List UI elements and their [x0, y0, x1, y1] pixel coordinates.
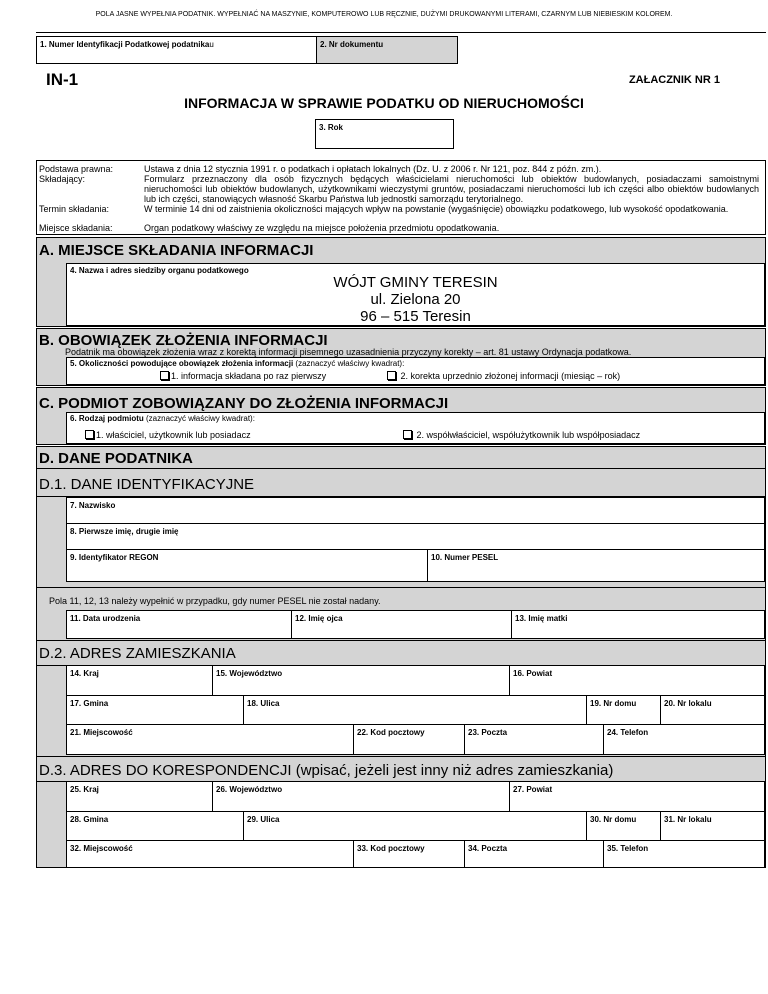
form-code: IN-1: [46, 70, 79, 89]
corr-country-label: 25. Kraj: [70, 785, 99, 794]
regon-field[interactable]: [66, 549, 428, 582]
corr-county-field[interactable]: [509, 781, 765, 812]
nip-label: 1. Numer Identyfikacji Podatkowej podatnika: [40, 40, 210, 49]
corr-post-office-field[interactable]: [464, 840, 604, 868]
divider: [36, 32, 766, 33]
circumstances-field: 5. Okoliczności powodujące obowiązek złożenia informacji (zaznaczyć właściwy kwadrat): 1. informacja składana po raz pierwszy 2. korekta uprzednio złożonej informacji (miesiąc – rok): [66, 357, 765, 385]
corr-phone-label: 35. Telefon: [607, 844, 649, 853]
checkbox-first-time[interactable]: [160, 371, 169, 380]
birth-date-field[interactable]: [66, 610, 292, 639]
option-correction[interactable]: 2. korekta uprzednio złożonej informacji (miesiąc – rok): [387, 371, 620, 381]
entity-type-field: 6. Rodzaj podmiotu (zaznaczyć właściwy kwadrat): 1. właściciel, użytkownik lub posiadacz 2. współwłaściciel, współużytkownik lub współposiadacz: [66, 412, 765, 444]
option-owner[interactable]: 1. właściciel, użytkownik lub posiadacz: [85, 430, 251, 440]
voivodeship-field[interactable]: [212, 665, 510, 696]
correction-note: Podatnik ma obowiązek złożenia wraz z korektą informacji pisemnego uzasadnienia przyczyny korekty – art. 81 ustawy Ordynacja podatkowa.: [65, 347, 632, 357]
mother-name-field[interactable]: [511, 610, 765, 639]
section-d3-title: D.3. ADRES DO KORESPONDENCJI (wpisać, jeżeli jest inny niż adres zamieszkania): [39, 762, 614, 779]
corr-country-field[interactable]: [66, 781, 213, 812]
submitter-text: Formularz przeznaczony dla osób fizycznych będących właścicielami nieruchomości lub obiektów budowlanych, posiadaczami samoistnymi nieruchomości lub obiektów budowlanych, użytkownikami wieczystymi gruntów, posiadaczami nieruchomości lub ich części albo obiektów budowlanych lub ich części, stanowiących własność Skarbu Państwa lub jednostki samorządu terytorialnego.: [144, 174, 759, 204]
surname-field[interactable]: [66, 497, 765, 524]
submitter-label: Składający:: [39, 174, 86, 184]
post-office-field[interactable]: [464, 724, 604, 755]
corr-municipality-field[interactable]: [66, 811, 244, 841]
flat-number-field[interactable]: [660, 695, 765, 725]
phone-field[interactable]: [603, 724, 765, 755]
corr-house-number-field[interactable]: [586, 811, 661, 841]
year-label: 3. Rok: [319, 123, 344, 132]
postal-code-field[interactable]: [353, 724, 465, 755]
corr-post-office-label: 34. Poczta: [468, 844, 508, 853]
postal-code-label: 22. Kod pocztowy: [357, 728, 425, 737]
corr-postal-code-field[interactable]: [353, 840, 465, 868]
phone-label: 24. Telefon: [607, 728, 649, 737]
corr-locality-label: 32. Miejscowość: [70, 844, 133, 853]
section-c-title: C. PODMIOT ZOBOWIĄZANY DO ZŁOŻENIA INFORMACJI: [39, 395, 449, 412]
checkbox-co-owner[interactable]: [403, 430, 412, 439]
legal-basis-text: Ustawa z dnia 12 stycznia 1991 r. o podatkach i opłatach lokalnych (Dz. U. z 2006 r. Nr 121, poz. 844 z późn. zm.).: [144, 164, 602, 174]
nip-field[interactable]: 1. Numer Identyfikacji Podatkowej podatnikau: [36, 36, 317, 64]
municipality-label: 17. Gmina: [70, 699, 109, 708]
document-number-label: 2. Nr dokumentu: [320, 40, 384, 49]
county-field[interactable]: [509, 665, 765, 696]
pesel-label: 10. Numer PESEL: [431, 553, 499, 562]
father-name-field[interactable]: [291, 610, 512, 639]
section-a-title: A. MIEJSCE SKŁADANIA INFORMACJI: [39, 242, 314, 259]
municipality-field[interactable]: [66, 695, 244, 725]
corr-municipality-label: 28. Gmina: [70, 815, 109, 824]
tax-office-city: 96 – 515 Teresin: [360, 308, 471, 325]
section-d: [36, 446, 766, 868]
pesel-note: Pola 11, 12, 13 należy wypełnić w przypadku, gdy numer PESEL nie został nadany.: [49, 596, 381, 606]
corr-county-label: 27. Powiat: [513, 785, 553, 794]
flat-number-label: 20. Nr lokalu: [664, 699, 712, 708]
deadline-label: Termin składania:: [39, 204, 110, 214]
country-field[interactable]: [66, 665, 213, 696]
pesel-field[interactable]: [427, 549, 765, 582]
checkbox-correction[interactable]: [387, 371, 396, 380]
section-b-title: B. OBOWIĄZEK ZŁOŻENIA INFORMACJI: [39, 332, 328, 349]
tax-office-label: 4. Nazwa i adres siedziby organu podatkowego: [70, 266, 249, 275]
regon-label: 9. Identyfikator REGON: [70, 553, 159, 562]
section-d1-title: D.1. DANE IDENTYFIKACYJNE: [39, 476, 255, 493]
corr-flat-number-label: 31. Nr lokalu: [664, 815, 712, 824]
first-names-field[interactable]: [66, 523, 765, 550]
tax-office-field: [66, 263, 765, 326]
deadline-text: W terminie 14 dni od zaistnienia okoliczności mających wpływ na powstanie (wygaśnięcie) obowiązku podatkowego, lub wysokość opodatkowania.: [144, 204, 729, 214]
entity-type-label: 6. Rodzaj podmiotu: [70, 414, 144, 423]
checkbox-owner[interactable]: [85, 430, 94, 439]
corr-postal-code-label: 33. Kod pocztowy: [357, 844, 425, 853]
county-label: 16. Powiat: [513, 669, 553, 678]
voivodeship-label: 15. Województwo: [216, 669, 283, 678]
place-label: Miejsce składania:: [39, 223, 113, 233]
place-text: Organ podatkowy właściwy ze względu na miejsce położenia przedmiotu opodatkowania.: [144, 223, 500, 233]
tax-office-street: ul. Zielona 20: [370, 291, 461, 308]
corr-house-number-label: 30. Nr domu: [590, 815, 637, 824]
locality-field[interactable]: [66, 724, 354, 755]
fill-instruction: POLA JASNE WYPEŁNIA PODATNIK. WYPEŁNIAĆ NA MASZYNIE, KOMPUTEROWO LUB RĘCZNIE, DUŻYMI DRUKOWANYMI LITERAMI, CZARNYM LUB NIEBIESKIM KOLOREM.: [95, 11, 673, 18]
option-first-time[interactable]: 1. informacja składana po raz pierwszy: [160, 371, 326, 381]
section-b: [36, 328, 766, 386]
annex-label: ZAŁACZNIK NR 1: [628, 74, 720, 86]
section-d-title: D. DANE PODATNIKA: [39, 450, 193, 467]
document-number-field: [316, 36, 458, 64]
corr-voivodeship-field[interactable]: [212, 781, 510, 812]
mother-name-label: 13. Imię matki: [515, 614, 568, 623]
house-number-field[interactable]: [586, 695, 661, 725]
father-name-label: 12. Imię ojca: [295, 614, 343, 623]
legal-basis-label: Podstawa prawna:: [39, 164, 114, 174]
first-names-label: 8. Pierwsze imię, drugie imię: [70, 527, 179, 536]
country-label: 14. Kraj: [70, 669, 99, 678]
section-d2-title: D.2. ADRES ZAMIESZKANIA: [39, 645, 236, 662]
corr-street-label: 29. Ulica: [247, 815, 280, 824]
street-label: 18. Ulica: [247, 699, 280, 708]
form-title: INFORMACJA W SPRAWIE PODATKU OD NIERUCHOMOŚCI: [184, 95, 584, 111]
corr-street-field[interactable]: [243, 811, 587, 841]
birth-date-label: 11. Data urodzenia: [70, 614, 141, 623]
section-c: [36, 387, 766, 445]
section-a: [36, 237, 766, 327]
street-field[interactable]: [243, 695, 587, 725]
year-field[interactable]: [315, 119, 454, 149]
surname-label: 7. Nazwisko: [70, 501, 116, 510]
corr-voivodeship-label: 26. Województwo: [216, 785, 283, 794]
corr-locality-field[interactable]: [66, 840, 354, 868]
legal-info-block: [36, 160, 766, 235]
circumstances-label: 5. Okoliczności powodujące obowiązek złożenia informacji: [70, 359, 294, 368]
post-office-label: 23. Poczta: [468, 728, 508, 737]
option-co-owner[interactable]: 2. współwłaściciel, współużytkownik lub współposiadacz: [403, 430, 640, 440]
locality-label: 21. Miejscowość: [70, 728, 133, 737]
tax-office-name: WÓJT GMINY TERESIN: [333, 274, 498, 291]
house-number-label: 19. Nr domu: [590, 699, 637, 708]
corr-flat-number-field[interactable]: [660, 811, 765, 841]
corr-phone-field[interactable]: [603, 840, 765, 868]
